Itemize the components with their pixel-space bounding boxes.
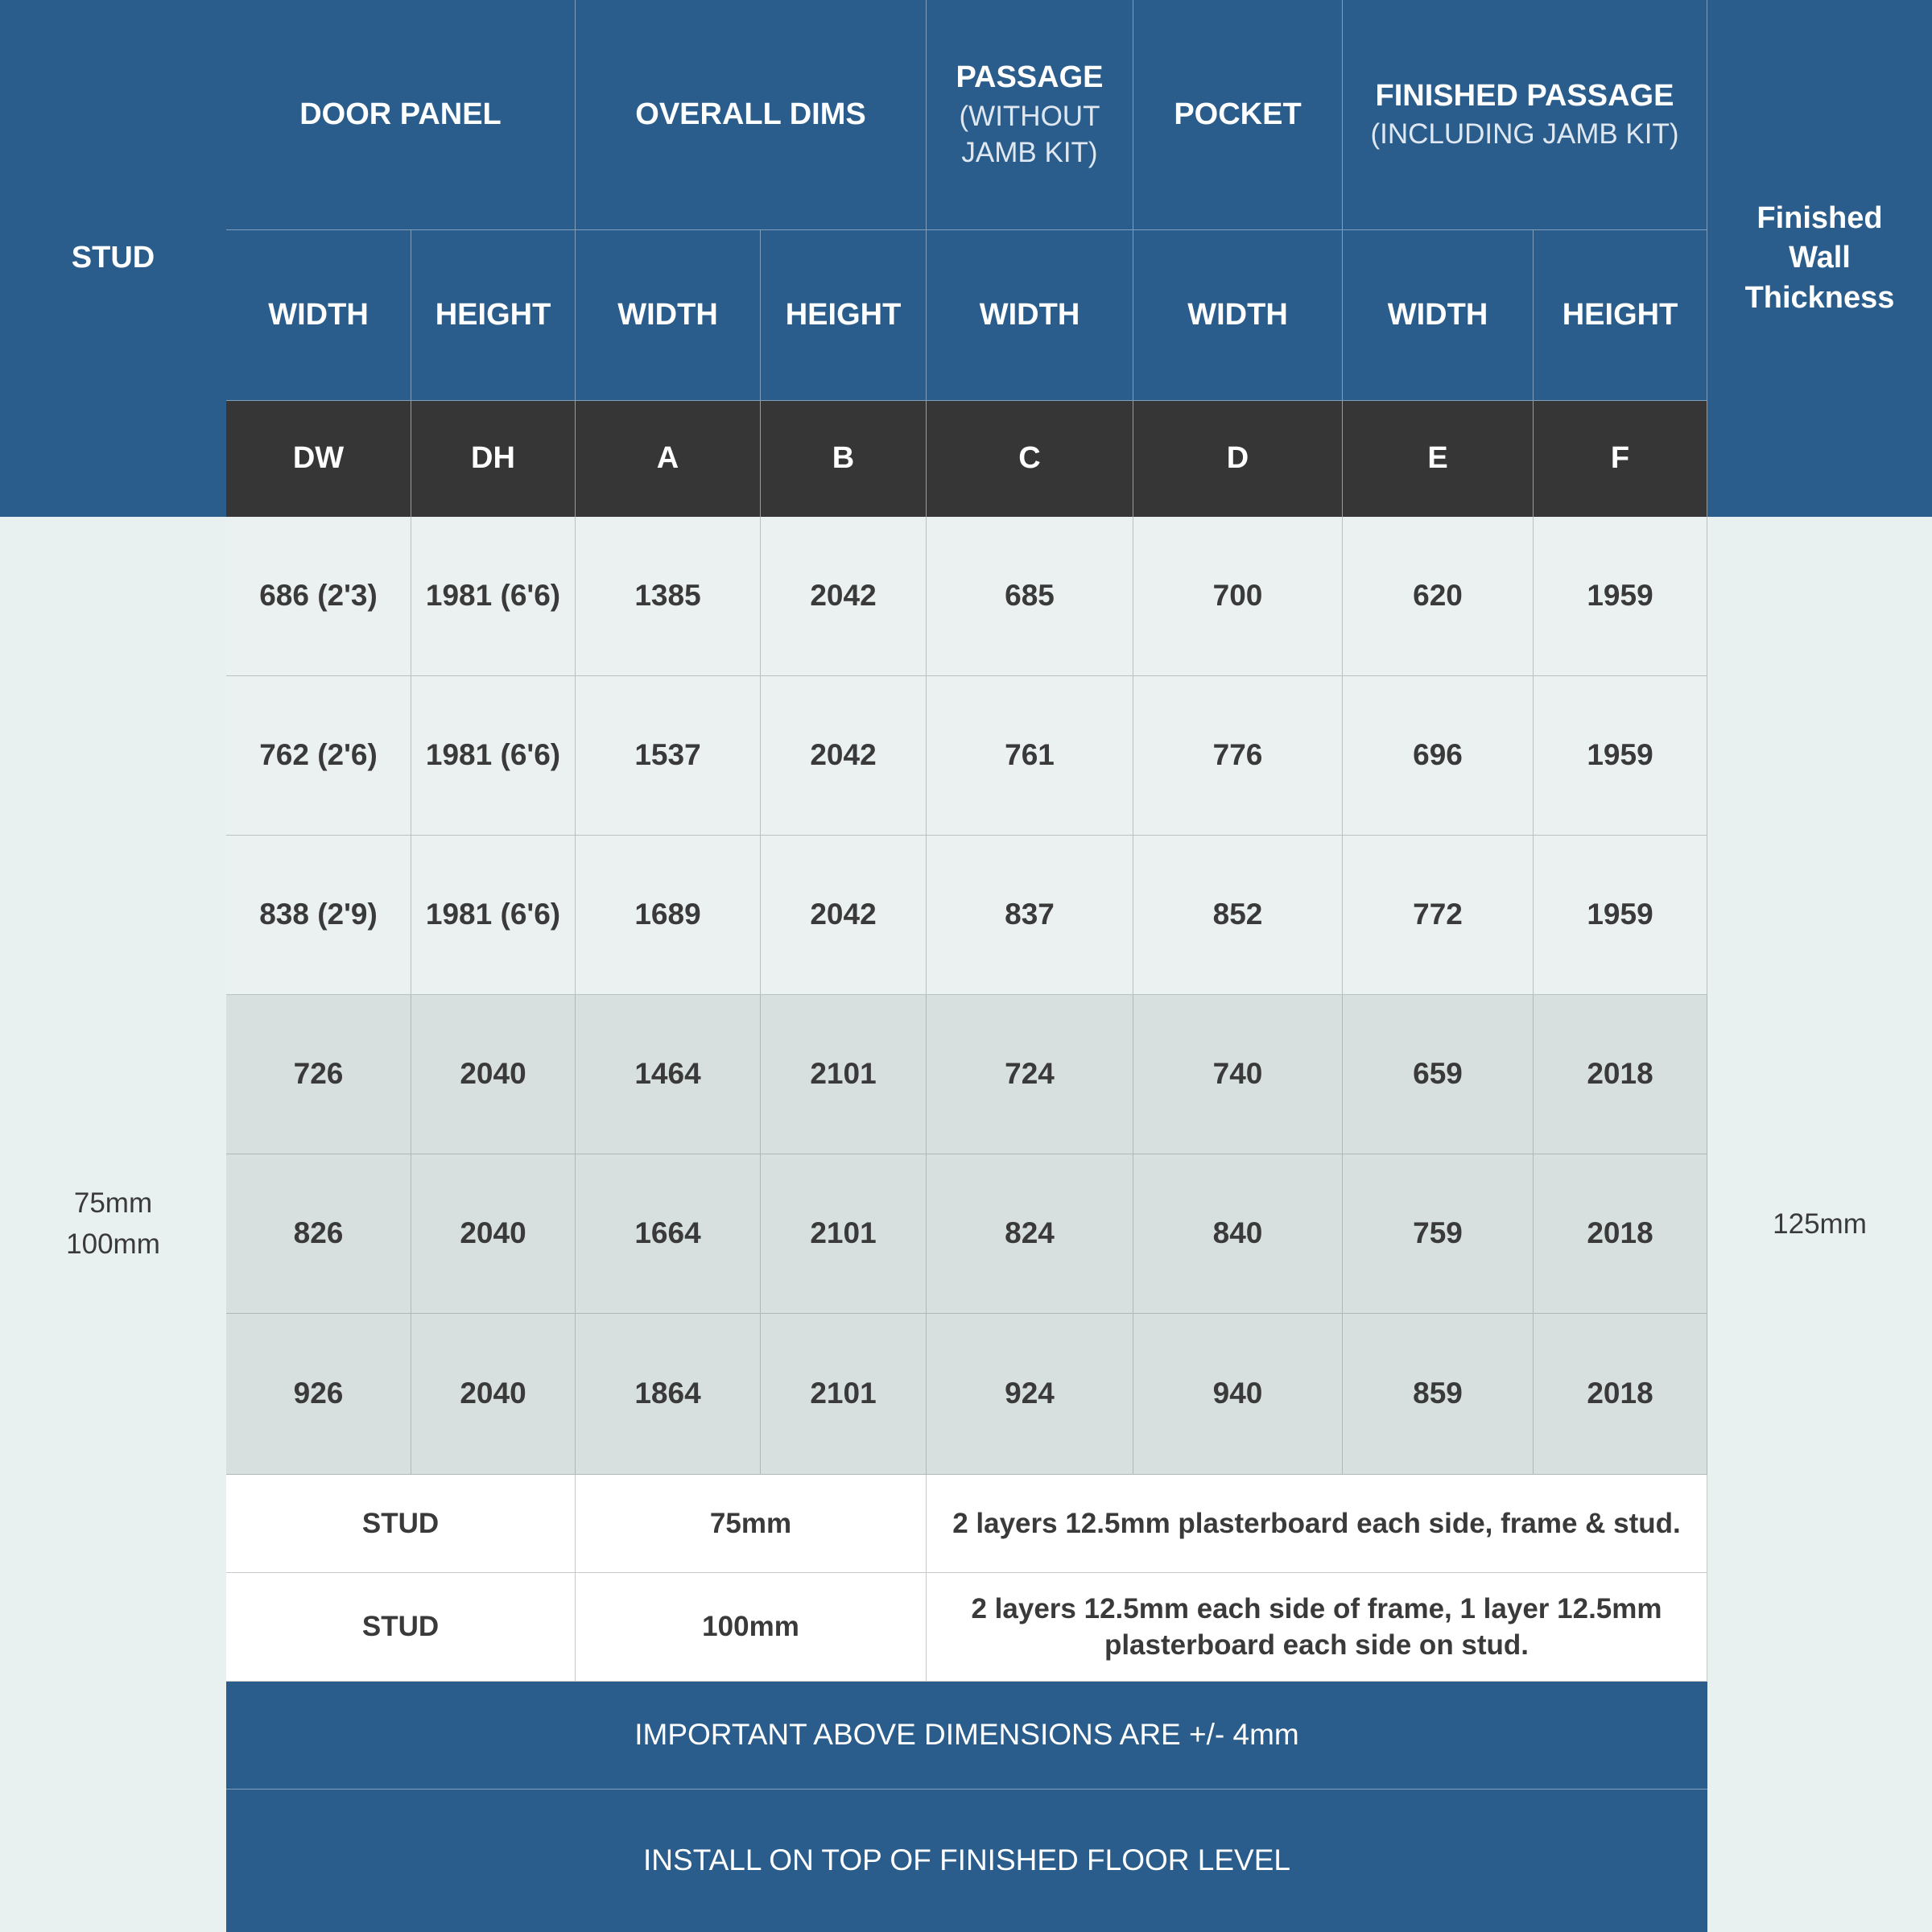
subheader-b (761, 230, 927, 401)
subheader-label: WIDTH (979, 297, 1080, 332)
wall-spec-description (927, 1573, 1707, 1682)
finished-passage-header (1343, 0, 1707, 230)
table-cell (576, 836, 761, 995)
subheader-label: HEIGHT (1562, 297, 1678, 332)
table-cell (927, 995, 1133, 1154)
table-cell (1534, 676, 1707, 836)
passage-header (927, 0, 1133, 230)
cell-value: 772 (1413, 898, 1463, 931)
finished-wall-line-3: Thickness (1744, 280, 1895, 315)
table-cell (576, 995, 761, 1154)
table-cell (1133, 995, 1343, 1154)
cell-value: 700 (1212, 579, 1263, 613)
table-cell (411, 836, 576, 995)
cell-value: 2042 (810, 738, 877, 772)
cell-value: 1959 (1587, 738, 1653, 772)
table-cell (1343, 676, 1534, 836)
wall-spec-size: 100mm (702, 1611, 799, 1643)
cell-value: 686 (2'3) (259, 579, 378, 613)
cell-value: 940 (1212, 1377, 1263, 1410)
passage-sub-2: JAMB KIT) (961, 137, 1098, 169)
table-cell (411, 995, 576, 1154)
install-floor-level-note (226, 1790, 1707, 1932)
pocket-header (1133, 0, 1343, 230)
table-cell (1133, 676, 1343, 836)
cell-value: 1464 (634, 1057, 701, 1091)
wall-spec-size: 75mm (709, 1507, 792, 1539)
cell-value: 826 (293, 1216, 344, 1250)
table-cell (226, 1154, 411, 1314)
subheader-label: WIDTH (617, 297, 718, 332)
cell-value: 837 (1005, 898, 1055, 931)
finished-wall-line-1: Finished (1757, 200, 1883, 235)
cell-value: 852 (1212, 898, 1263, 931)
stud-value-75: 75mm (73, 1187, 153, 1220)
table-cell (1534, 1154, 1707, 1314)
table-cell (576, 517, 761, 676)
table-cell (226, 1314, 411, 1475)
cell-value: 762 (2'6) (259, 738, 378, 772)
cell-value: 1385 (634, 579, 701, 613)
note-text: IMPORTANT ABOVE DIMENSIONS ARE +/- 4mm (634, 1718, 1299, 1752)
subheader-label: WIDTH (1387, 297, 1488, 332)
table-cell (1534, 517, 1707, 676)
key-b (761, 401, 927, 517)
cell-value: 696 (1413, 738, 1463, 772)
wall-thickness-label: 125mm (1773, 1208, 1867, 1240)
cell-value: 1689 (634, 898, 701, 931)
table-cell (1133, 1314, 1343, 1475)
key-label: B (832, 441, 855, 476)
cell-value: 2042 (810, 579, 877, 613)
cell-value: 659 (1413, 1057, 1463, 1091)
overall-dims-header (576, 0, 927, 230)
passage-label: PASSAGE (956, 60, 1104, 95)
cell-value: 2040 (460, 1216, 526, 1250)
table-cell (927, 517, 1133, 676)
key-a (576, 401, 761, 517)
table-cell (1133, 1154, 1343, 1314)
table-cell (411, 1154, 576, 1314)
table-cell (761, 1154, 927, 1314)
table-cell (761, 517, 927, 676)
cell-value: 2040 (460, 1057, 526, 1091)
key-d (1133, 401, 1343, 517)
table-cell (1343, 995, 1534, 1154)
cell-value: 924 (1005, 1377, 1055, 1410)
note-text: INSTALL ON TOP OF FINISHED FLOOR LEVEL (643, 1843, 1290, 1877)
wall-spec-stud-size (576, 1475, 927, 1573)
wall-spec-stud-label (226, 1573, 576, 1682)
table-cell (927, 1154, 1133, 1314)
cell-value: 2018 (1587, 1057, 1653, 1091)
finished-passage-label: FINISHED PASSAGE (1375, 79, 1674, 114)
table-cell (761, 1314, 927, 1475)
cell-value: 1664 (634, 1216, 701, 1250)
stud-values (0, 517, 226, 1932)
cell-value: 2101 (810, 1216, 877, 1250)
stud-header-label: STUD (71, 241, 155, 275)
door-panel-header (226, 0, 576, 230)
subheader-c (927, 230, 1133, 401)
cell-value: 685 (1005, 579, 1055, 613)
wall-spec-label: STUD (361, 1611, 440, 1643)
key-label: D (1226, 441, 1249, 476)
table-cell (761, 676, 927, 836)
subheader-a (576, 230, 761, 401)
table-cell (226, 836, 411, 995)
wall-spec-label: STUD (361, 1507, 440, 1539)
subheader-label: HEIGHT (435, 297, 551, 332)
cell-value: 2018 (1587, 1216, 1653, 1250)
subheader-f (1534, 230, 1707, 401)
cell-value: 2040 (460, 1377, 526, 1410)
cell-value: 724 (1005, 1057, 1055, 1091)
passage-sub-1: (WITHOUT (959, 100, 1100, 132)
cell-value: 1981 (6'6) (425, 898, 561, 931)
cell-value: 2042 (810, 898, 877, 931)
key-f (1534, 401, 1707, 517)
cell-value: 759 (1413, 1216, 1463, 1250)
subheader-dw (226, 230, 411, 401)
table-cell (226, 676, 411, 836)
key-c (927, 401, 1133, 517)
cell-value: 1959 (1587, 898, 1653, 931)
key-label: DW (292, 441, 345, 476)
cell-value: 1864 (634, 1377, 701, 1410)
wall-spec-desc-line: 2 layers 12.5mm plasterboard each side, frame & stud. (952, 1507, 1681, 1539)
wall-spec-description (927, 1475, 1707, 1573)
cell-value: 2101 (810, 1057, 877, 1091)
stud-value-100: 100mm (66, 1228, 160, 1260)
cell-value: 726 (293, 1057, 344, 1091)
cell-value: 840 (1212, 1216, 1263, 1250)
cell-value: 859 (1413, 1377, 1463, 1410)
key-label: F (1610, 441, 1630, 476)
key-e (1343, 401, 1534, 517)
subheader-label: WIDTH (1187, 297, 1288, 332)
table-cell (576, 1154, 761, 1314)
stud-header (0, 0, 226, 517)
cell-value: 1981 (6'6) (425, 579, 561, 613)
table-cell (1343, 1314, 1534, 1475)
dimensions-tolerance-note (226, 1682, 1707, 1790)
door-panel-label: DOOR PANEL (299, 97, 502, 131)
table-cell (1133, 836, 1343, 995)
table-cell (1534, 1314, 1707, 1475)
table-cell (1343, 836, 1534, 995)
subheader-d (1133, 230, 1343, 401)
wall-spec-stud-label (226, 1475, 576, 1573)
wall-thickness-value (1707, 517, 1932, 1932)
subheader-label: WIDTH (268, 297, 369, 332)
finished-passage-sub: (INCLUDING JAMB KIT) (1370, 118, 1679, 151)
cell-value: 926 (293, 1377, 344, 1410)
key-label: E (1427, 441, 1448, 476)
wall-spec-desc-line: 2 layers 12.5mm each side of frame, 1 layer 12.5mm (971, 1592, 1662, 1624)
subheader-label: HEIGHT (785, 297, 902, 332)
subheader-dh (411, 230, 576, 401)
key-label: C (1018, 441, 1041, 476)
cell-value: 1981 (6'6) (425, 738, 561, 772)
pocket-label: POCKET (1174, 97, 1302, 131)
table-cell (1534, 995, 1707, 1154)
table-cell (1133, 517, 1343, 676)
cell-value: 2101 (810, 1377, 877, 1410)
cell-value: 2018 (1587, 1377, 1653, 1410)
cell-value: 1959 (1587, 579, 1653, 613)
wall-spec-desc-line: plasterboard each side on stud. (1104, 1629, 1530, 1661)
cell-value: 824 (1005, 1216, 1055, 1250)
table-cell (411, 1314, 576, 1475)
subheader-e (1343, 230, 1534, 401)
finished-wall-thickness-header (1707, 0, 1932, 517)
cell-value: 620 (1413, 579, 1463, 613)
cell-value: 1537 (634, 738, 701, 772)
finished-wall-line-2: Wall (1789, 241, 1851, 275)
table-cell (411, 517, 576, 676)
key-dw (226, 401, 411, 517)
table-cell (927, 676, 1133, 836)
table-cell (1534, 836, 1707, 995)
wall-spec-stud-size (576, 1573, 927, 1682)
cell-value: 740 (1212, 1057, 1263, 1091)
cell-value: 776 (1212, 738, 1263, 772)
cell-value: 838 (2'9) (259, 898, 378, 931)
table-cell (226, 517, 411, 676)
table-cell (761, 995, 927, 1154)
table-cell (411, 676, 576, 836)
table-cell (1343, 1154, 1534, 1314)
table-cell (927, 1314, 1133, 1475)
table-cell (927, 836, 1133, 995)
key-dh (411, 401, 576, 517)
table-cell (226, 995, 411, 1154)
cell-value: 761 (1005, 738, 1055, 772)
table-cell (761, 836, 927, 995)
key-label: A (656, 441, 679, 476)
table-cell (1343, 517, 1534, 676)
table-cell (576, 676, 761, 836)
key-label: DH (471, 441, 515, 476)
overall-dims-label: OVERALL DIMS (635, 97, 866, 131)
table-cell (576, 1314, 761, 1475)
